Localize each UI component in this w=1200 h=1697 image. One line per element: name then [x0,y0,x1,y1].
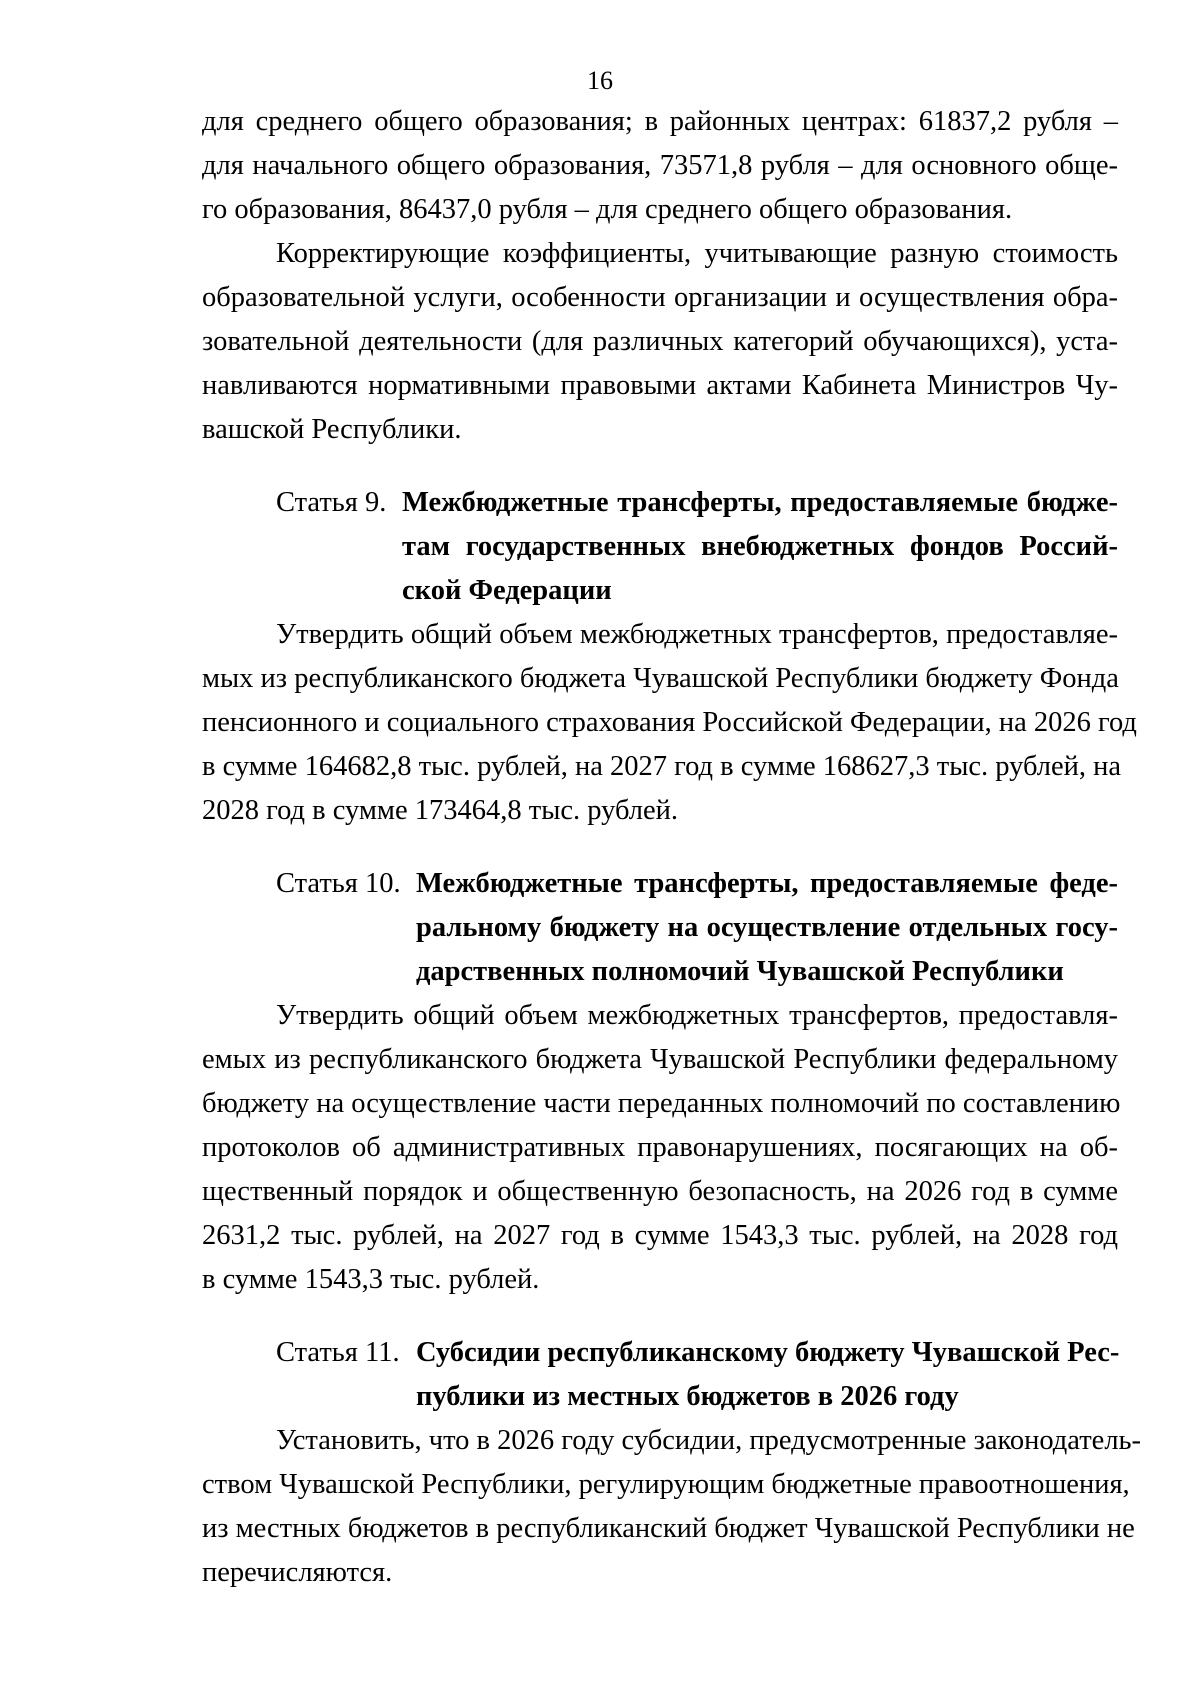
intro-line: для начального общего образования, 73571,8 рубля – для основного обще- [202,150,1118,181]
coefficients-line: навливаются нормативными правовыми актами Кабинета Министров Чу- [202,370,1118,401]
article-9-heading-line: ской Федерации [402,575,612,606]
article-10-body-line: бюджету на осуществление части переданных полномочий по составлению [202,1088,1121,1119]
article-11-body-line: перечисляются. [202,1557,393,1588]
article-10-body-line: Утвердить общий объем межбюджетных трансфертов, предоставля- [276,1000,1118,1031]
coefficients-line: вашской Республики. [202,414,462,445]
article-11-body-line: Установить, что в 2026 году субсидии, предусмотренные законодатель- [276,1425,1142,1456]
article-11-label: Статья 11. [276,1337,400,1368]
article-11-body-line: из местных бюджетов в республиканский бюджет Чувашской Республики не [202,1513,1135,1544]
article-9-heading-line: там государственных внебюджетных фондов Россий- [402,531,1118,562]
article-10-body-line: щественный порядок и общественную безопасность, на 2026 год в сумме [202,1176,1118,1207]
article-9-body-line: Утвердить общий объем межбюджетных трансфертов, предоставляе- [276,619,1118,650]
coefficients-line: образовательной услуги, особенности организации и осуществления обра- [202,282,1118,313]
coefficients-line: зовательной деятельности (для различных категорий обучающихся), уста- [202,326,1118,357]
article-11-heading-line: публики из местных бюджетов в 2026 году [416,1381,959,1412]
article-9-label: Статья 9. [276,487,387,518]
intro-line: для среднего общего образования; в районных центрах: 61837,2 рубля – [202,106,1118,137]
article-9-body-line: 2028 год в сумме 173464,8 тыс. рублей. [202,795,679,826]
article-9-body-line: в сумме 164682,8 тыс. рублей, на 2027 год в сумме 168627,3 тыс. рублей, на [202,751,1122,782]
article-10-body-line: емых из республиканского бюджета Чувашской Республики федеральному [202,1044,1118,1075]
article-11-body-line: ством Чувашской Республики, регулирующим бюджетные правоотношения, [202,1469,1130,1500]
page-number: 16 [587,66,613,95]
article-10-body-line: протоколов об административных правонарушениях, посягающих на об- [202,1132,1118,1163]
article-10-body-line: в сумме 1543,3 тыс. рублей. [202,1264,540,1295]
article-9-body-line: пенсионного и социального страхования Российской Федерации, на 2026 год [202,707,1137,738]
article-10-body-line: 2631,2 тыс. рублей, на 2027 год в сумме 1543,3 тыс. рублей, на 2028 год [202,1220,1118,1251]
article-10-heading-line: Межбюджетные трансферты, предоставляемые феде- [416,868,1118,899]
coefficients-line: Корректирующие коэффициенты, учитывающие разную стоимость [276,238,1118,269]
article-9-heading-line: Межбюджетные трансферты, предоставляемые бюдже- [402,487,1118,518]
article-9-body-line: мых из республиканского бюджета Чувашской Республики бюджету Фонда [202,663,1119,694]
intro-line: го образования, 86437,0 рубля – для среднего общего образования. [202,194,1013,225]
article-11-heading-line: Субсидии республиканскому бюджету Чувашской Рес- [416,1337,1120,1368]
article-10-heading-line: дарственных полномочий Чувашской Республики [416,956,1064,987]
article-10-label: Статья 10. [276,868,401,899]
article-10-heading-line: ральному бюджету на осуществление отдельных госу- [416,912,1118,943]
